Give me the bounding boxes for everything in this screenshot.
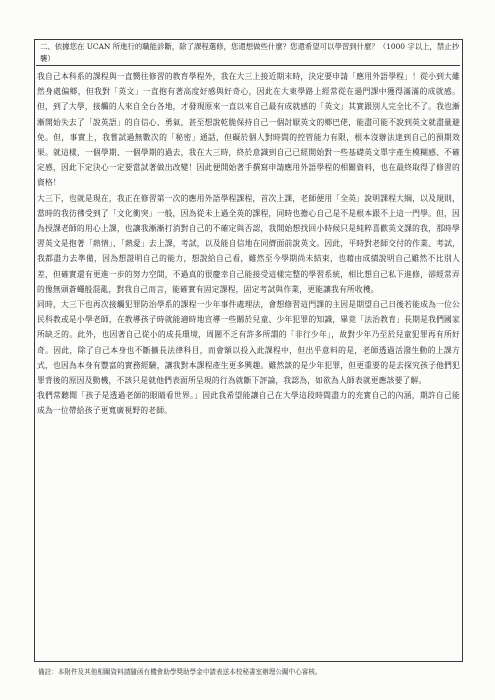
essay-paragraph-3: 同時，大三下也再次接觸犯罪防治學系的課程一少年事件處理法，會想修習這門課的主因是期望自己日後若能成為一位公民科教或是小學老師，在教導孩子時就能適時地宣導一些關於兒童、少年犯罪的知識，畢竟「法治教育」長期是我們國家所缺乏的。此外，也因著自己從小的成長環境，周圍不乏有許多所謂的「非行少年」，故對少年乃至於兒童犯罪再有所好奇。因此，除了自己本身也不斷擴長法律科目，而會額以投入此課程中，但出乎意料的是，老師透過活潑生動的上課方式，也因為本身有豐富的實務經驗，讓我對本課程產生更多興趣。雖然談的是少年犯罪，但更重要的是去探究孩子他們犯罪背後的原因及動機，不該只是就他們表面所呈現的行為就斷下評論，我認為，如欲為人師表就更應該要了解。 xyxy=(37,300,460,386)
question-prompt: 二、依據您在 UCAN 所進行的職能診斷，除了課程選修，您還想做些什麼？您還希望可以學習到什麼？（1000 字以上，禁止抄襲） xyxy=(36,41,460,66)
essay-paragraph-1: 我自己本科系的課程與一直嚮往修習的教育學程外，我在大三上接近期末時，決定要申請「應用外語學程」！從小到大雖然身處偏鄉，但我對「英文」一直抱有著高度好感與好奇心，因此在大東學路上經常從在過門課中獲得滿滿的成就感。但，到了大學，接觸的人來自全台各地，才發現原來一直以來自己最有成就感的「英文」其實跟別人完全比不了。我也漸漸開始失去了「說英語」的自信心、勇氣，甚至想說乾脆保持自己一個討厭英文的鄉巴佬，能盡可能不說到英文就盡量避免。但，事實上，我嘗試過無數次的「秘密」通話，但礙於個人對時間的控管能力有限，根本沒辦法達到自己的預期效果。就這樣，一個學期、一個學期的過去，我在大三時，終於意識到自己已經開始對一些基礎英文單字產生模糊感、不確定感，因此下定決心一定要當試著做出改變！因此便開始著手撰寫申請應用外語學程的相關資料，也在最終取得了修習的資格！ xyxy=(37,72,460,188)
footnote: 備註：本附件及其他相關資料請隨函有機會助學獎助學金申請表送本校秘書室辦理公關中心審核。 xyxy=(38,668,322,676)
essay-answer xyxy=(37,69,460,419)
essay-paragraph-4: 我們常聽聞「孩子是透過老師的眼睛看世界。」因此我希望能讓自己在大學這段時間盡力的充實自己的內涵，期許自己能成為一位帶給孩子更寬廣視野的老師。 xyxy=(37,391,460,416)
essay-paragraph-2: 大三下，也就是現在，我正在修習第一次的應用外語學程課程，首次上課，老師便用「全英」說明課程大綱，以及規則，當時的我彷彿受到了「文化衝突」一般，因為從未上過全英的課程，同時也擔心自己是不是根本跟不上這一門學。但，因為授課老師的用心上課，也讓我漸漸打消對自己的不確定與否認，我開始想找回小時候只是純粹喜歡英文課的我，那時學習英文是抱著「熱情」、「熱愛」去上課，考試，以及能自信地在同儕面前說英文。因此，平時對老師交付的作業、考試，我都盡力去準備，因為想證明自己的能力，想說給自己看，雖然至今學期尚未結束，也藉由成績說明自己雖然不比別人差，但確實還有更進一步的努力空間，不過真的很慶幸自己能接受這樣完整的學習系統，相比想自己私下進修，卻經常弄的像無頭蒼蠅般混亂，對我自己而言，能確實有固定課程，固定考試與作業，更能讓我有所收穫。 xyxy=(37,193,460,294)
